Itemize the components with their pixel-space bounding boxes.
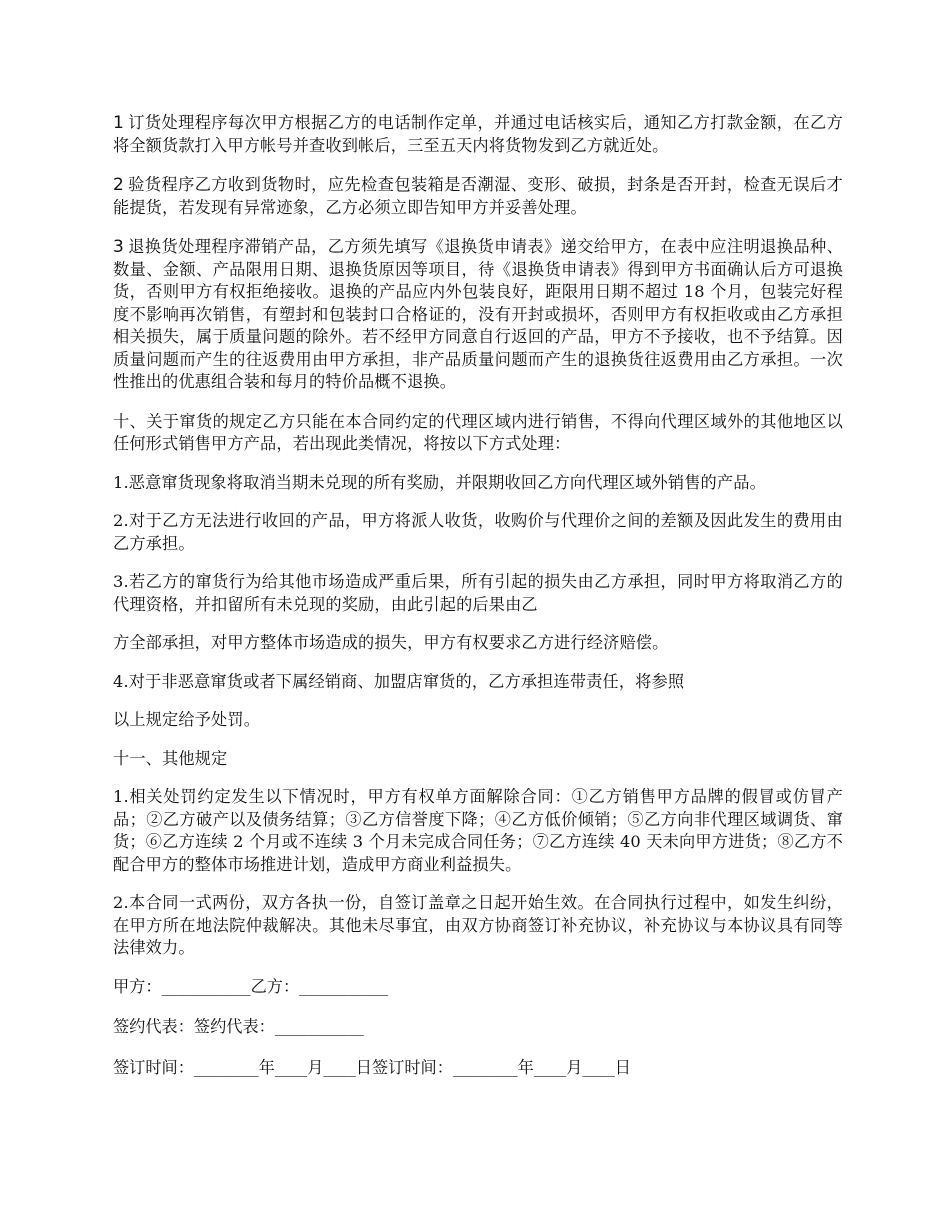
signature-representatives-line: 签约代表：签约代表：___________ [113,1017,364,1036]
paragraph-text: 验货程序乙方收到货物时，应先检查包装箱是否潮湿、变形、破损，封条是否开封，检查无误后才能提货，若发现有异常迹象，乙方必须立即告知甲方并妥善处理。 [113,175,843,217]
signature-dates-line: 签订时间：________年____月____日签订时间：________年____月____日 [113,1057,631,1077]
clause-10-3: 3.若乙方的窜货行为给其他市场造成严重后果，所有引起的损失由乙方承担，同时甲方将取消乙方的代理资格，并扣留所有未兑现的奖励，由此引起的后果由乙 [113,572,843,614]
document-page [113,112,843,1097]
paragraph-text: 订货处理程序每次甲方根据乙方的电话制作定单，并通过电话核实后，通知乙方打款金额，在乙方将全额货款打入甲方帐号并查收到帐后，三至五天内将货物发到乙方就近处。 [113,113,843,155]
clause-10-3-continued: 方全部承担，对甲方整体市场造成的损失，甲方有权要求乙方进行经济赔偿。 [113,633,669,652]
paragraph-order-processing [113,112,843,157]
clause-11-1: 1.相关处罚约定发生以下情况时，甲方有权单方面解除合同：①乙方销售甲方品牌的假冒或仿冒产品；②乙方破产以及债务结算；③乙方信誉度下降；④乙方低价倾销；⑤乙方向非代理区域调货、窜货；⑥乙方连续 2 个月或不连续 3 个月未完成合同任务；⑦乙方连续 40 天未向甲方进货；⑧乙方不配合甲方的整体市场推进计划，造成甲方商业利益损失。 [113,787,843,874]
paragraph-number: 1 [113,113,124,133]
section-ten-heading-paragraph: 十、关于窜货的规定乙方只能在本合同约定的代理区域内进行销售，不得向代理区域外的其他地区以任何形式销售甲方产品，若出现此类情况，将按以下方式处理： [113,411,843,453]
paragraph-text: 退换货处理程序滞销产品，乙方须先填写《退换货申请表》递交给甲方，在表中应注明退换品种、数量、金额、产品限用日期、退换货原因等项目，待《退换货申请表》得到甲方书面确认后方可退换货，否则甲方有权拒绝接收。退换的产品应内外包装良好，距限用日期不超过 18 个月，包装完好程度不影响再次销售，有塑封和包装封口合格证的，没有开封或损坏，否则甲方有权拒收或由乙方承担相关损失，属于质量问题的除外。若不经甲方同意自行返回的产品，甲方不予接收，也不予结算。因质量问题而产生的往返费用由甲方承担，非产品质量问题而产生的退换货往返费用由乙方承担。一次性推出的优惠组合装和每月的特价品概不退换。 [113,237,843,391]
signature-parties-line: 甲方：___________乙方：___________ [113,976,389,996]
paragraph-number: 3 [113,237,124,257]
paragraph-returns [113,236,843,394]
clause-10-1: 1.恶意窜货现象将取消当期未兑现的所有奖励，并限期收回乙方向代理区域外销售的产品。 [113,472,766,492]
clause-11-2: 2.本合同一式两份，双方各执一份，自签订盖章之日起开始生效。在合同执行过程中，如发生纠纷，在甲方所在地法院仲裁解决。其他未尽事宜，由双方协商签订补充协议，补充协议与本协议具有同等法律效力。 [113,893,843,957]
signature-block [113,976,843,1080]
paragraph-inspection [113,174,843,219]
clause-10-4-continued: 以上规定给予处罚。 [113,710,261,729]
clause-10-4: 4.对于非恶意窜货或者下属经销商、加盟店窜货的，乙方承担连带责任，将参照 [113,671,685,691]
paragraph-number: 2 [113,175,124,195]
clause-10-2: 2.对于乙方无法进行收回的产品，甲方将派人收货，收购价与代理价之间的差额及因此发生的费用由乙方承担。 [113,511,843,553]
section-eleven-heading: 十一、其他规定 [113,748,228,768]
